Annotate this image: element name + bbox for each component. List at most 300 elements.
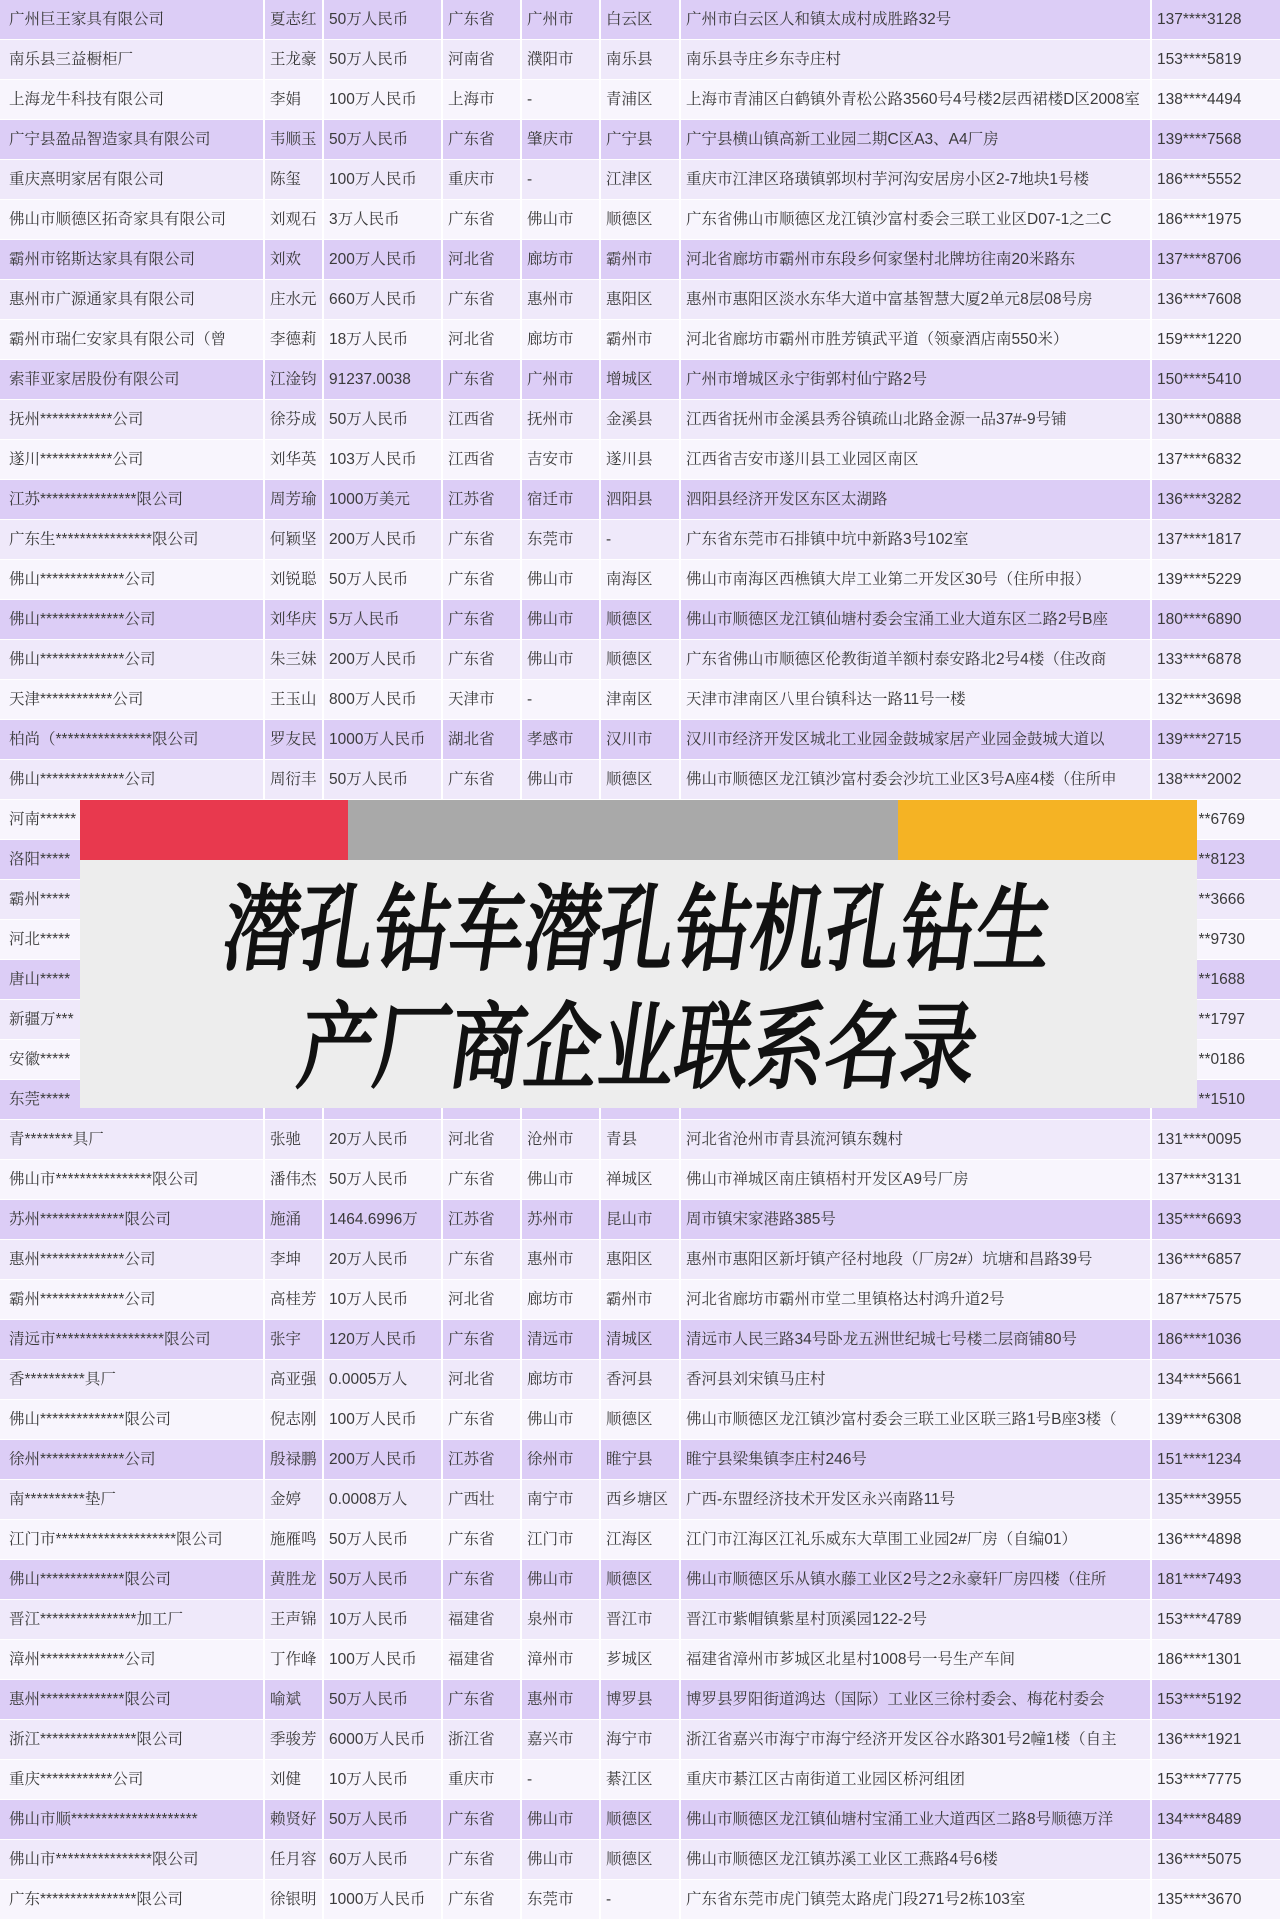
company-cell: 天津************公司 xyxy=(0,680,263,719)
phone-cell: 137****3128 xyxy=(1152,0,1280,39)
contact-cell: 徐芬成 xyxy=(265,400,322,439)
company-cell: 浙江****************限公司 xyxy=(0,1720,263,1759)
capital-cell: 50万人民币 xyxy=(324,400,441,439)
city-cell: 嘉兴市 xyxy=(522,1720,599,1759)
phone-cell: **9730 xyxy=(1152,920,1280,959)
address-cell: 佛山市顺德区龙江镇沙富村委会三联工业区联三路1号B座3楼（ xyxy=(681,1400,1150,1439)
contact-cell: 刘观石 xyxy=(265,200,322,239)
city-cell: 肇庆市 xyxy=(522,120,599,159)
capital-cell: 10万人民币 xyxy=(324,1280,441,1319)
table-row xyxy=(0,1800,1280,1840)
capital-cell: 50万人民币 xyxy=(324,1800,441,1839)
phone-cell: **3666 xyxy=(1152,880,1280,919)
address-cell: 福建省漳州市芗城区北星村1008号一号生产车间 xyxy=(681,1640,1150,1679)
province-cell: 广东省 xyxy=(443,360,520,399)
district-cell: 博罗县 xyxy=(601,1680,679,1719)
contact-cell: 高亚强 xyxy=(265,1360,322,1399)
contact-cell: 夏志红 xyxy=(265,0,322,39)
table-row xyxy=(0,1360,1280,1400)
city-cell: 濮阳市 xyxy=(522,40,599,79)
company-cell: 安徽***** xyxy=(0,1040,263,1079)
province-cell: 福建省 xyxy=(443,1640,520,1679)
phone-cell: 187****7575 xyxy=(1152,1280,1280,1319)
address-cell: 佛山市禅城区南庄镇梧村开发区A9号厂房 xyxy=(681,1160,1150,1199)
table-row xyxy=(0,480,1280,520)
city-cell: 广州市 xyxy=(522,0,599,39)
capital-cell: 20万人民币 xyxy=(324,1120,441,1159)
capital-cell: 200万人民币 xyxy=(324,520,441,559)
address-cell: 香河县刘宋镇马庄村 xyxy=(681,1360,1150,1399)
table-row xyxy=(0,560,1280,600)
contact-cell: 倪志刚 xyxy=(265,1400,322,1439)
city-cell: 东莞市 xyxy=(522,520,599,559)
capital-cell: 120万人民币 xyxy=(324,1320,441,1359)
province-cell: 广东省 xyxy=(443,600,520,639)
company-cell: 南**********垫厂 xyxy=(0,1480,263,1519)
company-cell: 香**********具厂 xyxy=(0,1360,263,1399)
contact-cell: 庄水元 xyxy=(265,280,322,319)
province-cell: 河北省 xyxy=(443,240,520,279)
capital-cell: 91237.0038 xyxy=(324,360,441,399)
company-cell: 霸州**************公司 xyxy=(0,1280,263,1319)
table-row xyxy=(0,1120,1280,1160)
contact-cell: 刘锐聪 xyxy=(265,560,322,599)
phone-cell: 134****8489 xyxy=(1152,1800,1280,1839)
district-cell: 顺德区 xyxy=(601,1800,679,1839)
phone-cell: 136****5075 xyxy=(1152,1840,1280,1879)
district-cell: 遂川县 xyxy=(601,440,679,479)
address-cell: 重庆市綦江区古南街道工业园区桥河组团 xyxy=(681,1760,1150,1799)
phone-cell: 186****1036 xyxy=(1152,1320,1280,1359)
company-cell: 佛山市顺********************* xyxy=(0,1800,263,1839)
address-cell: 惠州市惠阳区淡水东华大道中富基智慧大厦2单元8层08号房 xyxy=(681,280,1150,319)
table-row xyxy=(0,680,1280,720)
capital-cell: 200万人民币 xyxy=(324,640,441,679)
company-cell: 遂川************公司 xyxy=(0,440,263,479)
contact-cell: 刘华庆 xyxy=(265,600,322,639)
capital-cell: 100万人民币 xyxy=(324,80,441,119)
city-cell: 惠州市 xyxy=(522,1240,599,1279)
city-cell: 宿迁市 xyxy=(522,480,599,519)
table-row xyxy=(0,200,1280,240)
table-row xyxy=(0,1600,1280,1640)
city-cell: 佛山市 xyxy=(522,560,599,599)
table-row xyxy=(0,160,1280,200)
capital-cell: 1464.6996万 xyxy=(324,1200,441,1239)
table-row xyxy=(0,600,1280,640)
contact-cell: 何颖坚 xyxy=(265,520,322,559)
phone-cell: 186****1301 xyxy=(1152,1640,1280,1679)
company-cell: 江门市********************限公司 xyxy=(0,1520,263,1559)
address-cell: 周市镇宋家港路385号 xyxy=(681,1200,1150,1239)
province-cell: 广东省 xyxy=(443,1160,520,1199)
phone-cell: 133****6878 xyxy=(1152,640,1280,679)
phone-cell: 136****6857 xyxy=(1152,1240,1280,1279)
city-cell: 清远市 xyxy=(522,1320,599,1359)
contact-cell: 张驰 xyxy=(265,1120,322,1159)
capital-cell: 10万人民币 xyxy=(324,1760,441,1799)
phone-cell: **1688 xyxy=(1152,960,1280,999)
company-cell: 佛山**************公司 xyxy=(0,600,263,639)
phone-cell: 135****3955 xyxy=(1152,1480,1280,1519)
city-cell: 惠州市 xyxy=(522,1680,599,1719)
city-cell: 苏州市 xyxy=(522,1200,599,1239)
contact-cell: 韦顺玉 xyxy=(265,120,322,159)
address-cell: 南乐县寺庄乡东寺庄村 xyxy=(681,40,1150,79)
province-cell: 重庆市 xyxy=(443,160,520,199)
district-cell: 南海区 xyxy=(601,560,679,599)
province-cell: 广东省 xyxy=(443,640,520,679)
contact-cell: 赖贤好 xyxy=(265,1800,322,1839)
phone-cell: 136****4898 xyxy=(1152,1520,1280,1559)
city-cell: 江门市 xyxy=(522,1520,599,1559)
banner-stripe-red xyxy=(80,800,348,860)
district-cell: 清城区 xyxy=(601,1320,679,1359)
company-cell: 清远市******************限公司 xyxy=(0,1320,263,1359)
table-row xyxy=(0,1840,1280,1880)
address-cell: 广东省佛山市顺德区龙江镇沙富村委会三联工业区D07-1之二C xyxy=(681,200,1150,239)
contact-cell: 丁作峰 xyxy=(265,1640,322,1679)
table-row xyxy=(0,1560,1280,1600)
city-cell: 佛山市 xyxy=(522,1160,599,1199)
district-cell: 霸州市 xyxy=(601,1280,679,1319)
company-cell: 索菲亚家居股份有限公司 xyxy=(0,360,263,399)
province-cell: 江苏省 xyxy=(443,1200,520,1239)
address-cell: 广州市增城区永宁街郭村仙宁路2号 xyxy=(681,360,1150,399)
phone-cell: 137****6832 xyxy=(1152,440,1280,479)
table-row xyxy=(0,440,1280,480)
phone-cell: 180****6890 xyxy=(1152,600,1280,639)
province-cell: 广东省 xyxy=(443,1240,520,1279)
company-cell: 河北***** xyxy=(0,920,263,959)
district-cell: 顺德区 xyxy=(601,200,679,239)
table-row xyxy=(0,280,1280,320)
title-banner xyxy=(80,800,1197,1108)
province-cell: 广东省 xyxy=(443,200,520,239)
company-cell: 佛山**************限公司 xyxy=(0,1400,263,1439)
table-row xyxy=(0,240,1280,280)
city-cell: 惠州市 xyxy=(522,280,599,319)
address-cell: 清远市人民三路34号卧龙五洲世纪城七号楼二层商铺80号 xyxy=(681,1320,1150,1359)
province-cell: 广西壮 xyxy=(443,1480,520,1519)
phone-cell: 136****3282 xyxy=(1152,480,1280,519)
contact-cell: 朱三妹 xyxy=(265,640,322,679)
phone-cell: 153****4789 xyxy=(1152,1600,1280,1639)
table-row xyxy=(0,1440,1280,1480)
district-cell: 广宁县 xyxy=(601,120,679,159)
banner-title-text-2: 产厂商企业联系名录 xyxy=(292,994,985,1103)
capital-cell: 50万人民币 xyxy=(324,1560,441,1599)
city-cell: 孝感市 xyxy=(522,720,599,759)
contact-cell: 季骏芳 xyxy=(265,1720,322,1759)
phone-cell: 153****5819 xyxy=(1152,40,1280,79)
company-cell: 漳州**************公司 xyxy=(0,1640,263,1679)
banner-stripe-gray xyxy=(348,800,898,860)
company-cell: 惠州**************公司 xyxy=(0,1240,263,1279)
address-cell: 佛山市顺德区龙江镇苏溪工业区工燕路4号6楼 xyxy=(681,1840,1150,1879)
address-cell: 河北省廊坊市霸州市胜芳镇武平道（领豪酒店南550米） xyxy=(681,320,1150,359)
province-cell: 江西省 xyxy=(443,440,520,479)
phone-cell: 151****1234 xyxy=(1152,1440,1280,1479)
address-cell: 广西-东盟经济技术开发区永兴南路11号 xyxy=(681,1480,1150,1519)
banner-title-box xyxy=(80,860,1197,1108)
company-cell: 重庆************公司 xyxy=(0,1760,263,1799)
address-cell: 晋江市紫帽镇紫星村顶溪园122-2号 xyxy=(681,1600,1150,1639)
district-cell: 汉川市 xyxy=(601,720,679,759)
province-cell: 广东省 xyxy=(443,120,520,159)
table-row xyxy=(0,1320,1280,1360)
phone-cell: **1510 xyxy=(1152,1080,1280,1119)
city-cell: 廊坊市 xyxy=(522,1280,599,1319)
district-cell: 津南区 xyxy=(601,680,679,719)
capital-cell: 50万人民币 xyxy=(324,1160,441,1199)
contact-cell: 周芳瑜 xyxy=(265,480,322,519)
city-cell: 泉州市 xyxy=(522,1600,599,1639)
table-row xyxy=(0,80,1280,120)
district-cell: 南乐县 xyxy=(601,40,679,79)
province-cell: 广东省 xyxy=(443,760,520,799)
capital-cell: 0.0005万人 xyxy=(324,1360,441,1399)
district-cell: 昆山市 xyxy=(601,1200,679,1239)
contact-cell: 陈玺 xyxy=(265,160,322,199)
province-cell: 广东省 xyxy=(443,1320,520,1359)
company-cell: 广州巨王家具有限公司 xyxy=(0,0,263,39)
table-row xyxy=(0,1280,1280,1320)
city-cell: 佛山市 xyxy=(522,200,599,239)
company-cell: 洛阳***** xyxy=(0,840,263,879)
province-cell: 广东省 xyxy=(443,0,520,39)
company-cell: 霸州市铭斯达家具有限公司 xyxy=(0,240,263,279)
table-row xyxy=(0,0,1280,40)
province-cell: 广东省 xyxy=(443,1680,520,1719)
company-cell: 佛山市顺德区拓奇家具有限公司 xyxy=(0,200,263,239)
contact-cell: 周衍丰 xyxy=(265,760,322,799)
district-cell: 西乡塘区 xyxy=(601,1480,679,1519)
company-cell: 佛山**************公司 xyxy=(0,640,263,679)
district-cell: 惠阳区 xyxy=(601,1240,679,1279)
city-cell: 佛山市 xyxy=(522,760,599,799)
city-cell: 徐州市 xyxy=(522,1440,599,1479)
capital-cell: 6000万人民币 xyxy=(324,1720,441,1759)
company-cell: 抚州************公司 xyxy=(0,400,263,439)
city-cell: - xyxy=(522,80,599,119)
phone-cell: **1797 xyxy=(1152,1000,1280,1039)
company-cell: 上海龙牛科技有限公司 xyxy=(0,80,263,119)
banner-stripes xyxy=(80,800,1197,860)
district-cell: 顺德区 xyxy=(601,640,679,679)
address-cell: 江西省抚州市金溪县秀谷镇疏山北路金源一品37#-9号铺 xyxy=(681,400,1150,439)
province-cell: 广东省 xyxy=(443,1560,520,1599)
city-cell: 廊坊市 xyxy=(522,320,599,359)
company-cell: 霸州***** xyxy=(0,880,263,919)
district-cell: 霸州市 xyxy=(601,240,679,279)
phone-cell: 135****3670 xyxy=(1152,1880,1280,1919)
district-cell: 顺德区 xyxy=(601,1400,679,1439)
table-row xyxy=(0,1240,1280,1280)
address-cell: 惠州市惠阳区新圩镇产径村地段（厂房2#）坑塘和昌路39号 xyxy=(681,1240,1150,1279)
address-cell: 浙江省嘉兴市海宁市海宁经济开发区谷水路301号2幢1楼（自主 xyxy=(681,1720,1150,1759)
city-cell: 南宁市 xyxy=(522,1480,599,1519)
phone-cell: **8123 xyxy=(1152,840,1280,879)
phone-cell: 137****1817 xyxy=(1152,520,1280,559)
banner-title-line-2 xyxy=(80,990,1197,1108)
capital-cell: 1000万美元 xyxy=(324,480,441,519)
contact-cell: 施涌 xyxy=(265,1200,322,1239)
province-cell: 广东省 xyxy=(443,520,520,559)
company-cell: 霸州市瑞仁安家具有限公司（曾 xyxy=(0,320,263,359)
contact-cell: 刘健 xyxy=(265,1760,322,1799)
district-cell: 增城区 xyxy=(601,360,679,399)
city-cell: 佛山市 xyxy=(522,1840,599,1879)
phone-cell: 186****1975 xyxy=(1152,200,1280,239)
company-cell: 佛山**************公司 xyxy=(0,560,263,599)
district-cell: 泗阳县 xyxy=(601,480,679,519)
district-cell: 青县 xyxy=(601,1120,679,1159)
district-cell: 綦江区 xyxy=(601,1760,679,1799)
address-cell: 广宁县横山镇高新工业园二期C区A3、A4厂房 xyxy=(681,120,1150,159)
address-cell: 河北省廊坊市霸州市东段乡何家堡村北牌坊往南20米路东 xyxy=(681,240,1150,279)
address-cell: 佛山市顺德区龙江镇仙塘村宝涌工业大道西区二路8号顺德万洋 xyxy=(681,1800,1150,1839)
company-cell: 新疆万*** xyxy=(0,1000,263,1039)
phone-cell: 153****7775 xyxy=(1152,1760,1280,1799)
city-cell: 廊坊市 xyxy=(522,1360,599,1399)
capital-cell: 100万人民币 xyxy=(324,1640,441,1679)
table-row xyxy=(0,120,1280,160)
district-cell: 江津区 xyxy=(601,160,679,199)
company-cell: 广东生****************限公司 xyxy=(0,520,263,559)
contact-cell: 徐银明 xyxy=(265,1880,322,1919)
city-cell: 佛山市 xyxy=(522,600,599,639)
company-cell: 江苏****************限公司 xyxy=(0,480,263,519)
capital-cell: 10万人民币 xyxy=(324,1600,441,1639)
phone-cell: 139****5229 xyxy=(1152,560,1280,599)
district-cell: 禅城区 xyxy=(601,1160,679,1199)
province-cell: 河北省 xyxy=(443,1280,520,1319)
capital-cell: 103万人民币 xyxy=(324,440,441,479)
contact-cell: 王龙豪 xyxy=(265,40,322,79)
address-cell: 广东省东莞市虎门镇莞太路虎门段271号2栋103室 xyxy=(681,1880,1150,1919)
province-cell: 河南省 xyxy=(443,40,520,79)
city-cell: 东莞市 xyxy=(522,1880,599,1919)
city-cell: 沧州市 xyxy=(522,1120,599,1159)
company-cell: 青********具厂 xyxy=(0,1120,263,1159)
capital-cell: 800万人民币 xyxy=(324,680,441,719)
province-cell: 广东省 xyxy=(443,1840,520,1879)
company-cell: 佛山市****************限公司 xyxy=(0,1840,263,1879)
contact-cell: 江淦钧 xyxy=(265,360,322,399)
company-cell: 东莞***** xyxy=(0,1080,263,1119)
province-cell: 浙江省 xyxy=(443,1720,520,1759)
city-cell: - xyxy=(522,680,599,719)
city-cell: 佛山市 xyxy=(522,1800,599,1839)
city-cell: 佛山市 xyxy=(522,640,599,679)
address-cell: 佛山市顺德区龙江镇沙富村委会沙坑工业区3号A座4楼（住所申 xyxy=(681,760,1150,799)
contact-cell: 施雁鸣 xyxy=(265,1520,322,1559)
capital-cell: 20万人民币 xyxy=(324,1240,441,1279)
address-cell: 泗阳县经济开发区东区太湖路 xyxy=(681,480,1150,519)
company-cell: 惠州**************限公司 xyxy=(0,1680,263,1719)
province-cell: 天津市 xyxy=(443,680,520,719)
address-cell: 河北省沧州市青县流河镇东魏村 xyxy=(681,1120,1150,1159)
table-row xyxy=(0,1200,1280,1240)
address-cell: 天津市津南区八里台镇科达一路11号一楼 xyxy=(681,680,1150,719)
city-cell: 佛山市 xyxy=(522,1400,599,1439)
province-cell: 上海市 xyxy=(443,80,520,119)
company-cell: 惠州市广源通家具有限公司 xyxy=(0,280,263,319)
capital-cell: 18万人民币 xyxy=(324,320,441,359)
city-cell: 广州市 xyxy=(522,360,599,399)
district-cell: 白云区 xyxy=(601,0,679,39)
address-cell: 佛山市顺德区乐从镇水藤工业区2号之2永豪轩厂房四楼（住所 xyxy=(681,1560,1150,1599)
table-row xyxy=(0,720,1280,760)
capital-cell: 3万人民币 xyxy=(324,200,441,239)
address-cell: 上海市青浦区白鹤镇外青松公路3560号4号楼2层西裙楼D区2008室 xyxy=(681,80,1150,119)
capital-cell: 5万人民币 xyxy=(324,600,441,639)
capital-cell: 50万人民币 xyxy=(324,760,441,799)
district-cell: 睢宁县 xyxy=(601,1440,679,1479)
phone-cell: **0186 xyxy=(1152,1040,1280,1079)
address-cell: 广东省佛山市顺德区伦教街道羊额村泰安路北2号4楼（住改商 xyxy=(681,640,1150,679)
contact-cell: 殷禄鹏 xyxy=(265,1440,322,1479)
phone-cell: 130****0888 xyxy=(1152,400,1280,439)
contact-cell: 张宇 xyxy=(265,1320,322,1359)
address-cell: 河北省廊坊市霸州市堂二里镇格达村鸿升道2号 xyxy=(681,1280,1150,1319)
phone-cell: 131****0095 xyxy=(1152,1120,1280,1159)
capital-cell: 0.0008万人 xyxy=(324,1480,441,1519)
contact-cell: 喻斌 xyxy=(265,1680,322,1719)
address-cell: 博罗县罗阳街道鸿达（国际）工业区三徐村委会、梅花村委会 xyxy=(681,1680,1150,1719)
city-cell: - xyxy=(522,160,599,199)
phone-cell: 139****2715 xyxy=(1152,720,1280,759)
contact-cell: 高桂芳 xyxy=(265,1280,322,1319)
capital-cell: 1000万人民币 xyxy=(324,720,441,759)
table-row xyxy=(0,1680,1280,1720)
contact-cell: 罗友民 xyxy=(265,720,322,759)
province-cell: 河北省 xyxy=(443,1360,520,1399)
province-cell: 江苏省 xyxy=(443,480,520,519)
district-cell: 江海区 xyxy=(601,1520,679,1559)
banner-stripe-yellow xyxy=(898,800,1197,860)
company-cell: 广宁县盈品智造家具有限公司 xyxy=(0,120,263,159)
company-cell: 广东****************限公司 xyxy=(0,1880,263,1919)
banner-title-line-1 xyxy=(80,872,1197,990)
phone-cell: 134****5661 xyxy=(1152,1360,1280,1399)
phone-cell: 159****1220 xyxy=(1152,320,1280,359)
phone-cell: 139****6308 xyxy=(1152,1400,1280,1439)
city-cell: - xyxy=(522,1760,599,1799)
province-cell: 福建省 xyxy=(443,1600,520,1639)
province-cell: 江苏省 xyxy=(443,1440,520,1479)
company-cell: 徐州**************公司 xyxy=(0,1440,263,1479)
table-row xyxy=(0,400,1280,440)
capital-cell: 60万人民币 xyxy=(324,1840,441,1879)
phone-cell: 138****2002 xyxy=(1152,760,1280,799)
table-row xyxy=(0,1160,1280,1200)
table-row xyxy=(0,1520,1280,1560)
table-row xyxy=(0,320,1280,360)
capital-cell: 50万人民币 xyxy=(324,0,441,39)
phone-cell: 137****3131 xyxy=(1152,1160,1280,1199)
address-cell: 佛山市顺德区龙江镇仙塘村委会宝涌工业大道东区二路2号B座 xyxy=(681,600,1150,639)
district-cell: 金溪县 xyxy=(601,400,679,439)
district-cell: 顺德区 xyxy=(601,760,679,799)
district-cell: 海宁市 xyxy=(601,1720,679,1759)
address-cell: 广州市白云区人和镇太成村成胜路32号 xyxy=(681,0,1150,39)
district-cell: 青浦区 xyxy=(601,80,679,119)
address-cell: 江门市江海区江礼乐威东大草围工业园2#厂房（自编01） xyxy=(681,1520,1150,1559)
table-row xyxy=(0,1480,1280,1520)
province-cell: 广东省 xyxy=(443,280,520,319)
